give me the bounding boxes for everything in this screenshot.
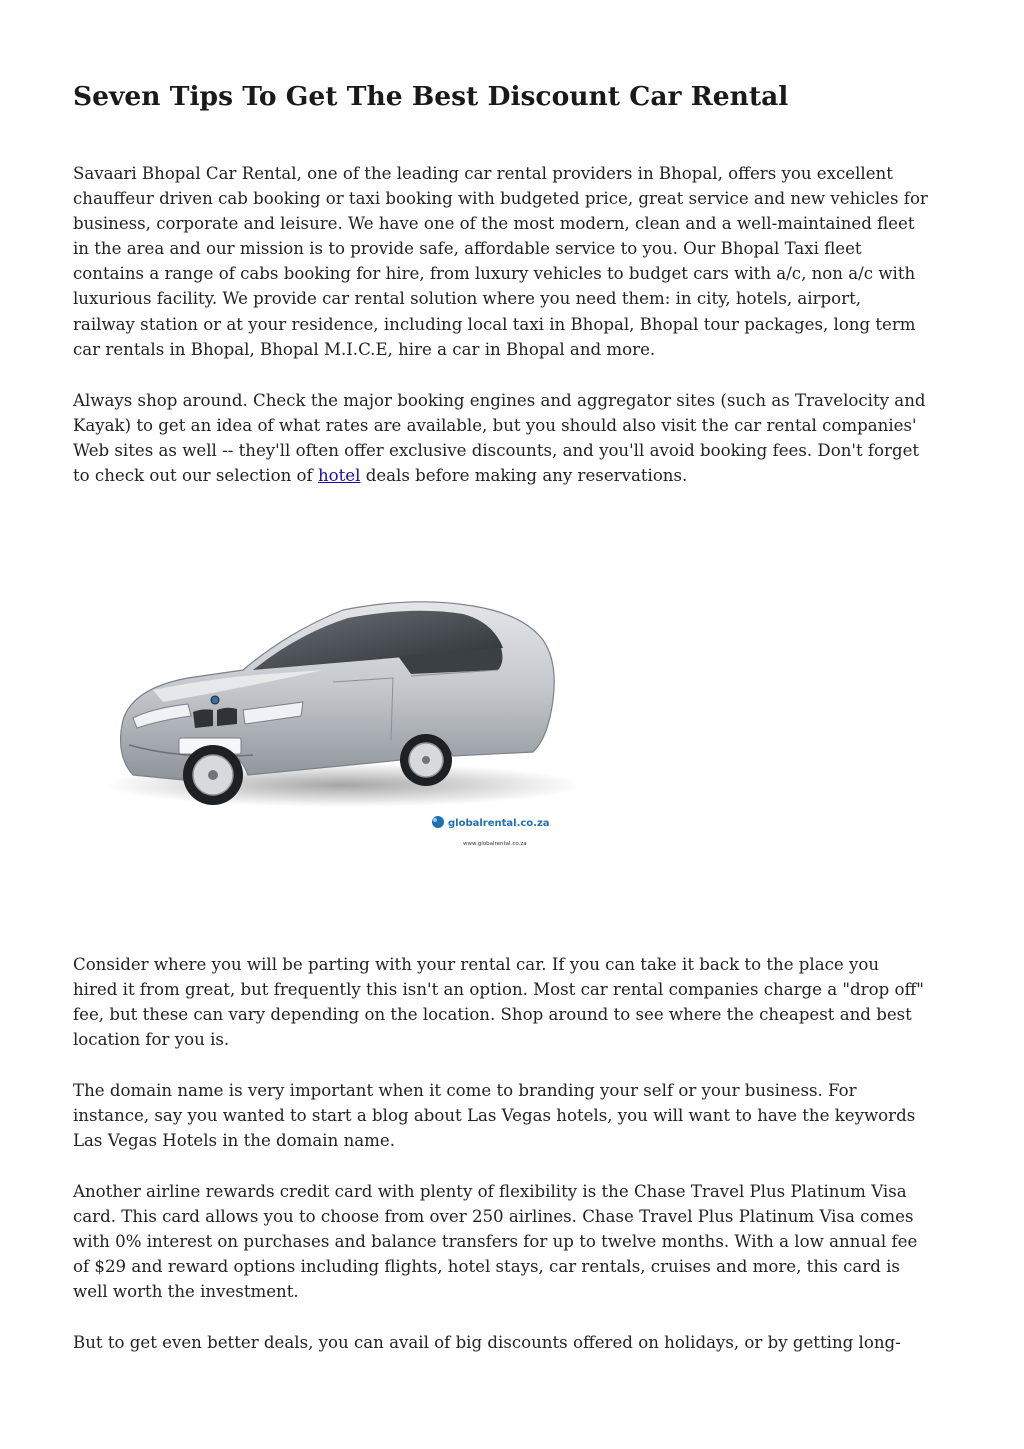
hotel-link[interactable]: hotel [317, 466, 361, 486]
paragraph-line: But to get even better deals, you can avail of big discounts offered on holidays, or by getting long- [73, 1333, 901, 1352]
paragraph-line: of $29 and reward options including flights, hotel stays, car rentals, cruises and more, this card is [73, 1257, 900, 1277]
rear-wheel [400, 734, 452, 786]
paragraph-line: Web sites as well -- they'll often offer exclusive discounts, and you'll avoid booking fees. Don't forget [73, 441, 920, 461]
paragraph-shop-around [73, 388, 958, 488]
paragraph-line: well worth the investment. [73, 1282, 299, 1302]
paragraph-line: contains a range of cabs booking for hire, from luxury vehicles to budget cars with a/c, non a/c with [73, 264, 916, 284]
paragraph-line: Las Vegas Hotels in the domain name. [73, 1131, 395, 1151]
paragraph-domain-name [73, 1078, 958, 1153]
paragraph-line: luxurious facility. We provide car rental solution where you need them: in city, hotels, airport, [73, 289, 862, 309]
logo-url: www.globalrental.co.za [463, 841, 527, 847]
paragraph-credit-card [73, 1179, 958, 1304]
car-illustration [93, 570, 593, 860]
car-image [93, 570, 593, 860]
paragraph-line: in the area and our mission is to provide safe, affordable service to you. Our Bhopal Taxi fleet [73, 239, 862, 259]
paragraph-intro [73, 161, 958, 362]
paragraph-line: Kayak) to get an idea of what rates are available, but you should also visit the car rental companies' [73, 416, 917, 436]
paragraph-better-deals [73, 1330, 958, 1355]
front-wheel [183, 745, 243, 805]
paragraph-line: with 0% interest on purchases and balance transfers for up to twelve months. With a low annual fee [73, 1232, 918, 1252]
article-title: Seven Tips To Get The Best Discount Car Rental [73, 81, 789, 112]
paragraph-line: railway station or at your residence, including local taxi in Bhopal, Bhopal tour packages, long term [73, 314, 916, 334]
paragraph-line [73, 463, 958, 488]
paragraph-line: Always shop around. Check the major booking engines and aggregator sites (such as Travelocity and [73, 391, 926, 410]
text-run: to check out our selection of [73, 466, 318, 486]
paragraph-line: location for you is. [73, 1030, 230, 1050]
paragraph-line: fee, but these can vary depending on the location. Shop around to see where the cheapest and best [73, 1005, 912, 1025]
paragraph-line: instance, say you wanted to start a blog about Las Vegas hotels, you will want to have the keywords [73, 1106, 916, 1126]
paragraph-line: Another airline rewards credit card with plenty of flexibility is the Chase Travel Plus Platinum Visa [73, 1182, 907, 1201]
logo-text: globalrental.co.za [448, 818, 550, 829]
globalrental-logo [432, 816, 550, 847]
paragraph-line: Consider where you will be parting with your rental car. If you can take it back to the place you [73, 955, 880, 974]
paragraph-line: The domain name is very important when it come to branding your self or your business. For [73, 1081, 857, 1100]
paragraph-drop-off [73, 952, 958, 1052]
text-run: deals before making any reservations. [360, 466, 688, 486]
paragraph-line: chauffeur driven cab booking or taxi booking with budgeted price, great service and new vehicles for [73, 189, 928, 209]
paragraph-line: hired it from great, but frequently this isn't an option. Most car rental companies charge a "drop off" [73, 980, 924, 1000]
paragraph-line: Savaari Bhopal Car Rental, one of the leading car rental providers in Bhopal, offers you excellent [73, 164, 893, 183]
paragraph-line: car rentals in Bhopal, Bhopal M.I.C.E, hire a car in Bhopal and more. [73, 339, 656, 359]
paragraph-line: business, corporate and leisure. We have one of the most modern, clean and a well-maintained fleet [73, 214, 915, 234]
paragraph-line: card. This card allows you to choose from over 250 airlines. Chase Travel Plus Platinum Visa comes [73, 1207, 914, 1227]
